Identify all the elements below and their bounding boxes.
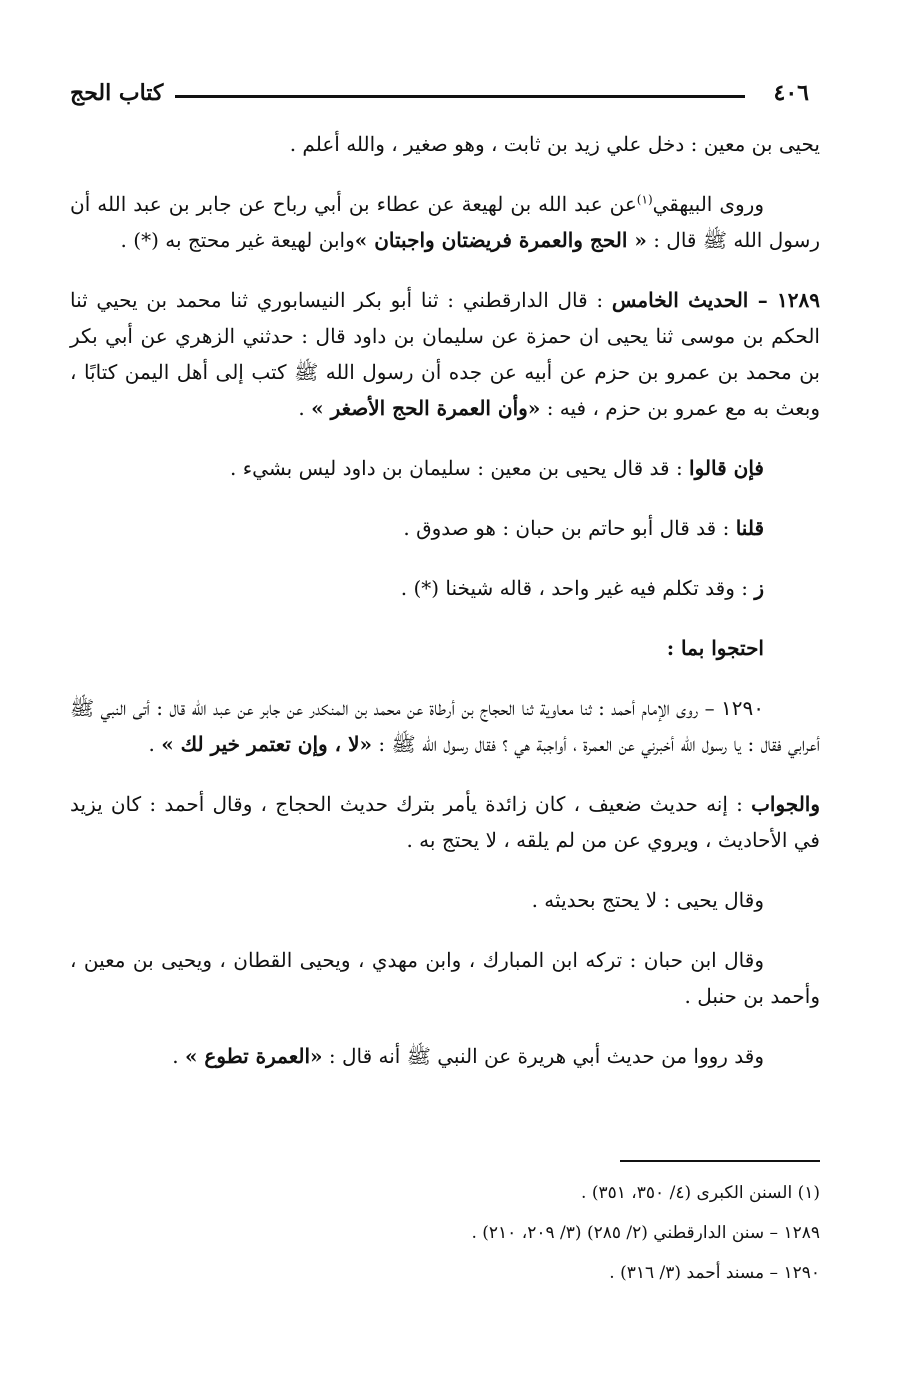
paragraph-4-lead: فإن قالوا <box>689 456 764 480</box>
paragraph-2-tail: وابن لهيعة غير محتج به (*) . <box>120 228 355 252</box>
page-number: ٤٠٦ <box>773 80 809 106</box>
paragraph-3 <box>70 282 820 426</box>
paragraph-5 <box>70 510 820 546</box>
hadith-quote: «العمرة تطوع » <box>184 1044 323 1068</box>
book-title: كتاب الحج <box>70 80 164 106</box>
footnote-ref: (١) <box>636 192 653 207</box>
paragraph-10: وقال يحيى : لا يحتج بحديثه . <box>531 888 764 912</box>
paragraph-6 <box>70 570 820 606</box>
hadith-quote: «لا ، وإن تعتمر خير لك » <box>161 732 372 756</box>
footnotes <box>70 1160 820 1296</box>
paragraph-4-text: : قد قال يحيى بن معين : سليمان بن داود ليس بشيء . <box>230 456 690 480</box>
footnote-3: ١٢٩٠ – مسند أحمد (٣/ ٣١٦) . <box>609 1263 820 1283</box>
paragraph-12 <box>70 1038 820 1074</box>
paragraph-12-text: وقد رووا من حديث أبي هريرة عن النبي ﷺ أنه قال : <box>322 1044 764 1068</box>
paragraph-2 <box>70 186 820 258</box>
paragraph-3-tail: . <box>298 396 312 420</box>
paragraph-6-text: : وقد تكلم فيه غير واحد ، قاله شيخنا (*) . <box>400 576 755 600</box>
paragraph-9-text: : إنه حديث ضعيف ، كان زائدة يأمر بترك حديث الحجاج ، وقال أحمد : كان يزيد في الأحاديث ، ويروي عن من لم يلقه ، لا يحتج به . <box>70 792 820 852</box>
paragraph-2-text: عن عبد الله بن لهيعة عن عطاء بن أبي رباح عن جابر بن عبد الله أن رسول الله ﷺ قال : <box>70 192 820 252</box>
paragraph-8-tail: . <box>148 732 162 756</box>
footnote-rule <box>620 1160 820 1162</box>
paragraph-8-text: ١٢٩٠ – روى الإمام أحمد : ثنا معاوية ثنا الحجاج بن أرطاة عن محمد بن المنكدر عن جابر عن عبد الله قال : أتى النبي ﷺ أعرابي فقال : يا رسول الله أخبرني عن العمرة ، أواجبة هي ؟ فقال رسول الله ﷺ : <box>70 696 820 756</box>
paragraph-2-lead: وروى البيهقي <box>652 192 764 216</box>
paragraph-8 <box>70 690 820 762</box>
paragraph-1: يحيى بن معين : دخل علي زيد بن ثابت ، وهو صغير ، والله أعلم . <box>289 132 820 156</box>
hadith-quote: « الحج والعمرة فريضتان واجبتان » <box>354 228 647 252</box>
hadith-quote: «وأن العمرة الحج الأصغر » <box>311 396 541 420</box>
paragraph-4 <box>70 450 820 486</box>
main-text <box>70 126 820 1074</box>
footnote-2: ١٢٨٩ – سنن الدارقطني (٢/ ٢٨٥) (٣/ ٢٠٩، ٢١٠) . <box>471 1223 820 1243</box>
header-rule <box>175 95 745 98</box>
paragraph-9-lead: والجواب <box>751 792 820 816</box>
paragraph-9 <box>70 786 820 858</box>
footnote-1: (١) السنن الكبرى (٤/ ٣٥٠، ٣٥١) . <box>581 1183 820 1203</box>
paragraph-11: وقال ابن حبان : تركه ابن المبارك ، وابن مهدي ، ويحيى القطان ، ويحيى بن معين ، وأحمد بن حنبل . <box>70 948 820 1008</box>
paragraph-3-text: : قال الدارقطني : ثنا أبو بكر النيسابوري ثنا محمد بن يحيي ثنا الحكم بن موسى ثنا يحيى ان حمزة عن سليمان بن داود قال : حدثني الزهري عن أبي بكر بن محمد بن عمرو بن حزم عن أبيه عن جده أن رسول الله ﷺ كتب إلى أهل اليمن كتابًا ، وبعث به مع عمرو بن حزم ، فيه : <box>70 288 820 420</box>
paragraph-12-tail: . <box>172 1044 185 1068</box>
hadith-number: ١٢٨٩ – <box>748 288 820 312</box>
paragraph-5-lead: قلنا <box>735 516 764 540</box>
paragraph-6-lead: ز <box>754 576 764 600</box>
paragraph-7: احتجوا بما : <box>666 636 764 660</box>
paragraph-5-text: : قد قال أبو حاتم بن حبان : هو صدوق . <box>403 516 736 540</box>
section-heading: الحديث الخامس <box>611 288 749 312</box>
page-header <box>70 78 815 118</box>
